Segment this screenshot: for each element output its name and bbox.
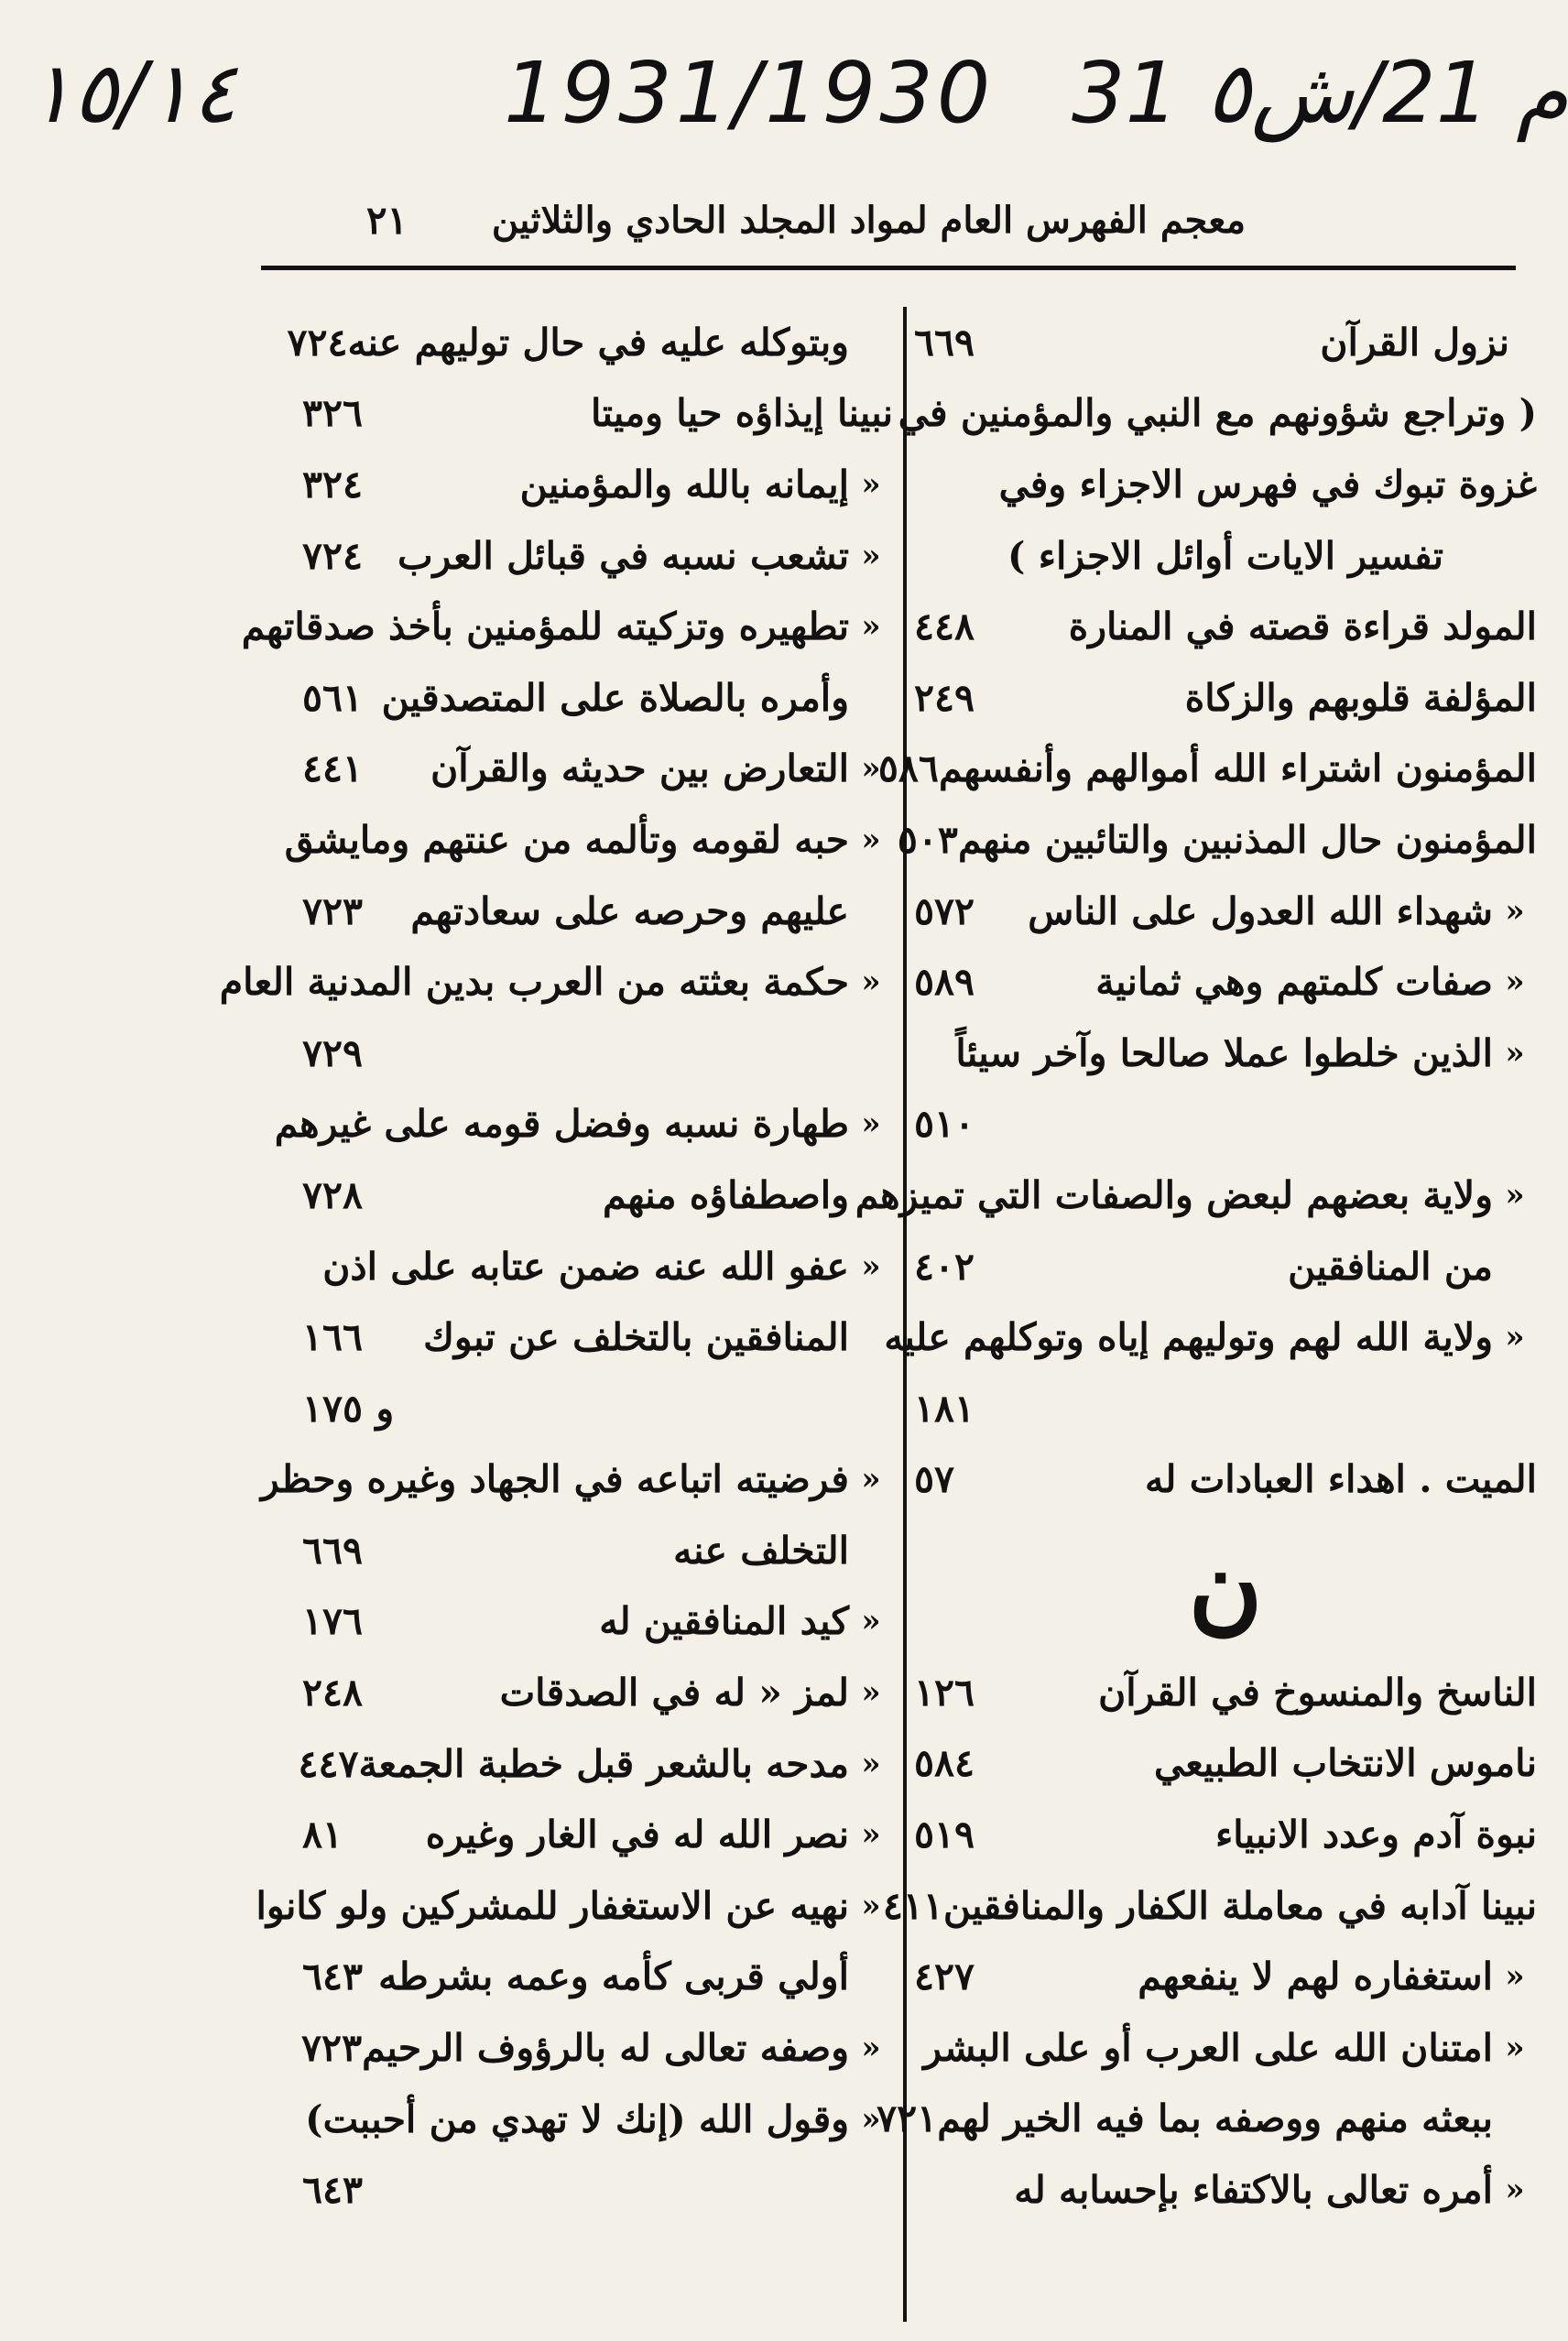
entry-text: نبينا آدابه في معاملة الكفار والمنافقين (942, 1883, 1537, 1928)
ditto-mark: « (861, 1816, 881, 1854)
handwritten-middle: 1931/1930 (504, 44, 995, 142)
section-letter: ن (1188, 1527, 1263, 1646)
ditto-mark: « (1505, 2172, 1525, 2209)
entry-page-number: ٤٤١ (302, 746, 364, 791)
entry-page-number: ١٢٦ (914, 1670, 975, 1715)
entry-text: عفو الله عنه ضمن عتابه على اذن (322, 1244, 849, 1289)
entry-text: من المنافقين (1288, 1244, 1493, 1289)
index-entry (241, 591, 893, 662)
index-entry (256, 1870, 893, 1942)
ditto-mark: « (861, 964, 881, 1001)
entry-page-number: ٣٢٦ (302, 391, 364, 436)
page-header (348, 188, 1246, 252)
ditto-mark: « (861, 1247, 881, 1285)
entry-text: مدحه بالشعر قبل خطبة الجمعة (358, 1741, 849, 1786)
ditto-mark: « (861, 821, 881, 858)
entry-page-number: ٧٢٨ (302, 1172, 364, 1217)
entry-page-number: ٨١ (302, 1813, 343, 1857)
index-entry (287, 307, 893, 378)
index-entry (914, 1018, 1537, 1089)
left-column (219, 307, 893, 2226)
entry-text: الميت . اهداء العبادات له (1144, 1457, 1537, 1502)
index-entry (302, 1515, 893, 1586)
index-entry (884, 1301, 1537, 1373)
ditto-mark: « (861, 1105, 881, 1143)
entry-page-number: ٤٤٨ (914, 604, 975, 649)
entry-text: طهارة نسبه وفضل قومه على غيرهم (274, 1102, 849, 1147)
index-entry (877, 734, 1537, 805)
index-entry (302, 1799, 893, 1870)
ditto-mark: « (861, 1745, 881, 1782)
entry-text: التعارض بين حديثه والقرآن (430, 746, 849, 791)
index-entry (914, 2154, 1537, 2226)
index-entry (914, 1941, 1537, 2012)
entry-page-number: ٤٢٧ (914, 1954, 975, 1999)
entry-text: نبوة آدم وعدد الانبياء (1214, 1813, 1537, 1857)
entry-text: ناموس الانتخاب الطبيعي (1154, 1741, 1537, 1786)
handwritten-left: ١٥/١٤ (27, 44, 237, 142)
page-title: معجم الفهرس العام لمواد المجلد الحادي والثلاثين (491, 198, 1246, 242)
entry-page-number: ٣٢٤ (302, 462, 364, 506)
ditto-mark: « (1505, 2029, 1525, 2066)
index-entry (914, 1373, 1537, 1444)
entry-page-number: ٤٤٧ (298, 1741, 359, 1786)
header-rule (261, 266, 1516, 270)
entry-page-number: ٧٢٩ (302, 1030, 364, 1075)
entry-text: ولاية الله لهم وتوليهم إياه وتوكلهم عليه (884, 1315, 1493, 1360)
index-entry (877, 2084, 1537, 2155)
entry-text: ( وتراجع شؤونهم مع النبي والمؤمنين في (898, 391, 1537, 436)
ditto-mark: « (861, 1887, 881, 1924)
ditto-mark: « (861, 2030, 881, 2067)
entry-text: أمره تعالى بالاكتفاء بإحسابه له (1014, 2168, 1493, 2213)
entry-page-number: ٧٢٤ (287, 320, 348, 365)
index-entry (898, 378, 1537, 450)
entry-text: تفسير الايات أوائل الاجزاء ) (1007, 533, 1443, 578)
entry-text: الذين خلطوا عملا صالحا وآخر سيئاً (955, 1030, 1493, 1075)
right-column (855, 307, 1537, 2226)
entry-text: ولاية بعضهم لبعض والصفات التي تميزهم (855, 1172, 1493, 1217)
handwritten-right: 31 م 21/ش٥ (1072, 44, 1568, 142)
index-entry (302, 2012, 893, 2084)
entry-text: حبه لقومه وتألمه من عنتهم ومايشق (284, 817, 849, 862)
ditto-mark: « (861, 1461, 881, 1498)
entry-text: المؤلفة قلوبهم والزكاة (1184, 675, 1537, 720)
index-entry (302, 1942, 893, 2013)
handwritten-annotations (18, 37, 1568, 174)
entry-page-number: ٥٨٤ (914, 1741, 975, 1786)
entry-page-number: ٦٤٣ (302, 1954, 364, 1999)
index-entry (914, 1231, 1537, 1302)
index-entry (302, 520, 893, 592)
index-entry (302, 662, 893, 734)
entry-page-number: ٥٧٢ (914, 888, 975, 933)
ditto-mark: « (861, 465, 881, 503)
entry-text: نزول القرآن (1320, 320, 1509, 365)
ditto-mark: « (1505, 892, 1525, 930)
index-entry (914, 1728, 1537, 1800)
column-divider (903, 307, 907, 2322)
entry-page-number: ٧٢٤ (302, 533, 364, 578)
entry-page-number: ٥٨٩ (914, 960, 975, 1005)
index-entry (302, 1373, 893, 1444)
entry-text: إيمانه بالله والمؤمنين (519, 462, 849, 506)
entry-text: نصر الله له في الغار وغيره (425, 1813, 849, 1857)
index-entry (914, 876, 1537, 947)
index-entry (882, 1870, 1537, 1942)
index-entry (914, 662, 1537, 734)
entry-text: أولي قربى كأمه وعمه بشرطه (378, 1954, 849, 1999)
entry-text: صفات كلمتهم وهي ثمانية (1095, 960, 1493, 1005)
index-entry (914, 449, 1537, 520)
index-entry (219, 946, 893, 1018)
entry-text: امتنان الله على العرب أو على البشر (923, 2025, 1493, 2070)
ditto-mark: « (1505, 1958, 1525, 1996)
index-entry (274, 1089, 893, 1160)
entry-text: المؤمنون حال المذنبين والتائبين منهم (957, 817, 1537, 862)
index-entry (302, 449, 893, 520)
page-number: ٢١ (366, 197, 408, 243)
entry-text: لمز « له في الصدقات (499, 1671, 849, 1715)
entry-page-number: ٦٦٩ (914, 320, 975, 365)
index-entry (260, 1444, 893, 1516)
index-entry (302, 2154, 893, 2226)
ditto-mark: « (1505, 1176, 1525, 1214)
entry-text: عليهم وحرصه على سعادتهم (410, 888, 849, 933)
ditto-mark: « (861, 1674, 881, 1712)
index-entry (914, 1444, 1537, 1516)
entry-page-number: ٤١١ (882, 1883, 943, 1928)
entry-text: تطهيره وتزكيته للمؤمنين بأخذ صدقاتهم (241, 604, 849, 649)
entry-text: غزوة تبوك في فهرس الاجزاء وفي (998, 462, 1537, 506)
entry-page-number: ٤٠٢ (914, 1244, 975, 1289)
entry-page-number: ١٧٦ (302, 1599, 364, 1644)
entry-text: نهيه عن الاستغفار للمشركين ولو كانوا (256, 1883, 849, 1928)
ditto-mark: « (861, 1603, 881, 1640)
entry-page-number: ٦٤٣ (302, 2168, 364, 2213)
ditto-mark: « (1505, 964, 1525, 1001)
entry-text: المنافقين بالتخلف عن تبوك (423, 1315, 849, 1360)
entry-page-number: ٥١٩ (914, 1813, 975, 1857)
entry-page-number: ٥٧ (914, 1457, 955, 1502)
ditto-mark: « (861, 2100, 881, 2138)
index-entry (302, 378, 893, 450)
index-entry (298, 1728, 893, 1800)
index-entry (914, 946, 1537, 1018)
entry-page-number: ١٨١ (914, 1386, 975, 1431)
index-entry (302, 1160, 893, 1231)
index-entry (914, 591, 1537, 662)
entry-page-number: ٥٠٣ (897, 817, 958, 862)
ditto-mark: « (861, 608, 881, 646)
entry-page-number: ٧٢٣ (302, 888, 364, 933)
entry-text: وبتوكله عليه في حال توليهم عنه (347, 320, 849, 365)
ditto-mark: « (861, 537, 881, 574)
index-entry (302, 876, 893, 947)
index-entry (302, 1231, 893, 1302)
entry-text: واصطفاؤه منهم (603, 1172, 849, 1217)
index-entry (914, 1089, 1537, 1160)
index-entry (302, 1657, 893, 1728)
ditto-mark: « (861, 750, 881, 788)
entry-text: حكمة بعثته من العرب بدين المدنية العام (219, 960, 849, 1005)
entry-page-number: ٦٦٩ (302, 1528, 364, 1573)
ditto-mark: « (1505, 1319, 1525, 1356)
entry-text: شهداء الله العدول على الناس (1028, 888, 1493, 933)
entry-page-number: ٢٤٨ (302, 1671, 364, 1715)
index-entry (302, 2084, 893, 2155)
entry-page-number: ٥٨٦ (877, 746, 939, 791)
index-entry (914, 1657, 1537, 1728)
entry-page-number: و ١٧٥ (302, 1386, 395, 1431)
entry-text: ببعثه منهم ووصفه بما فيه الخير لهم (937, 2096, 1493, 2141)
entry-text: المؤمنون اشتراء الله أموالهم وأنفسهم (938, 746, 1537, 791)
entry-text: تشعب نسبه في قبائل العرب (397, 533, 849, 578)
ditto-mark: « (1505, 1034, 1525, 1072)
entry-page-number: ١٦٦ (302, 1315, 364, 1360)
entry-text: المولد قراءة قصته في المنارة (1068, 604, 1537, 649)
index-entry (302, 1301, 893, 1373)
index-entry (914, 2012, 1537, 2084)
index-entry (914, 307, 1537, 378)
entry-page-number: ٧٢١ (877, 2096, 938, 2141)
index-entry (302, 734, 893, 805)
entry-text: وقول الله (إنك لا تهدي من أحببت) (305, 2096, 849, 2141)
index-entry (302, 1586, 893, 1658)
entry-page-number: ٥١٠ (914, 1102, 975, 1147)
entry-text: نبينا إيذاؤه حيا وميتا (590, 391, 893, 436)
index-entry (897, 804, 1537, 876)
index-entry (914, 520, 1537, 592)
index-entry (914, 1799, 1537, 1870)
entry-text: التخلف عنه (673, 1528, 849, 1573)
entry-text: استغفاره لهم لا ينفعهم (1138, 1954, 1493, 1999)
entry-text: الناسخ والمنسوخ في القرآن (1098, 1670, 1537, 1715)
entry-text: فرضيته اتباعه في الجهاد وغيره وحظر (260, 1457, 849, 1502)
entry-text: وصفه تعالى له بالرؤوف الرحيم (362, 2026, 849, 2071)
entry-page-number: ٢٤٩ (914, 675, 975, 720)
index-entry (855, 1160, 1537, 1231)
entry-text: كيد المنافقين له (599, 1599, 849, 1644)
index-entry (284, 804, 893, 876)
entry-page-number: ٧٢٣ (301, 2026, 363, 2071)
entry-page-number: ٥٦١ (302, 675, 364, 720)
entry-text: وأمره بالصلاة على المتصدقين (381, 675, 849, 720)
index-entry (302, 1018, 893, 1089)
